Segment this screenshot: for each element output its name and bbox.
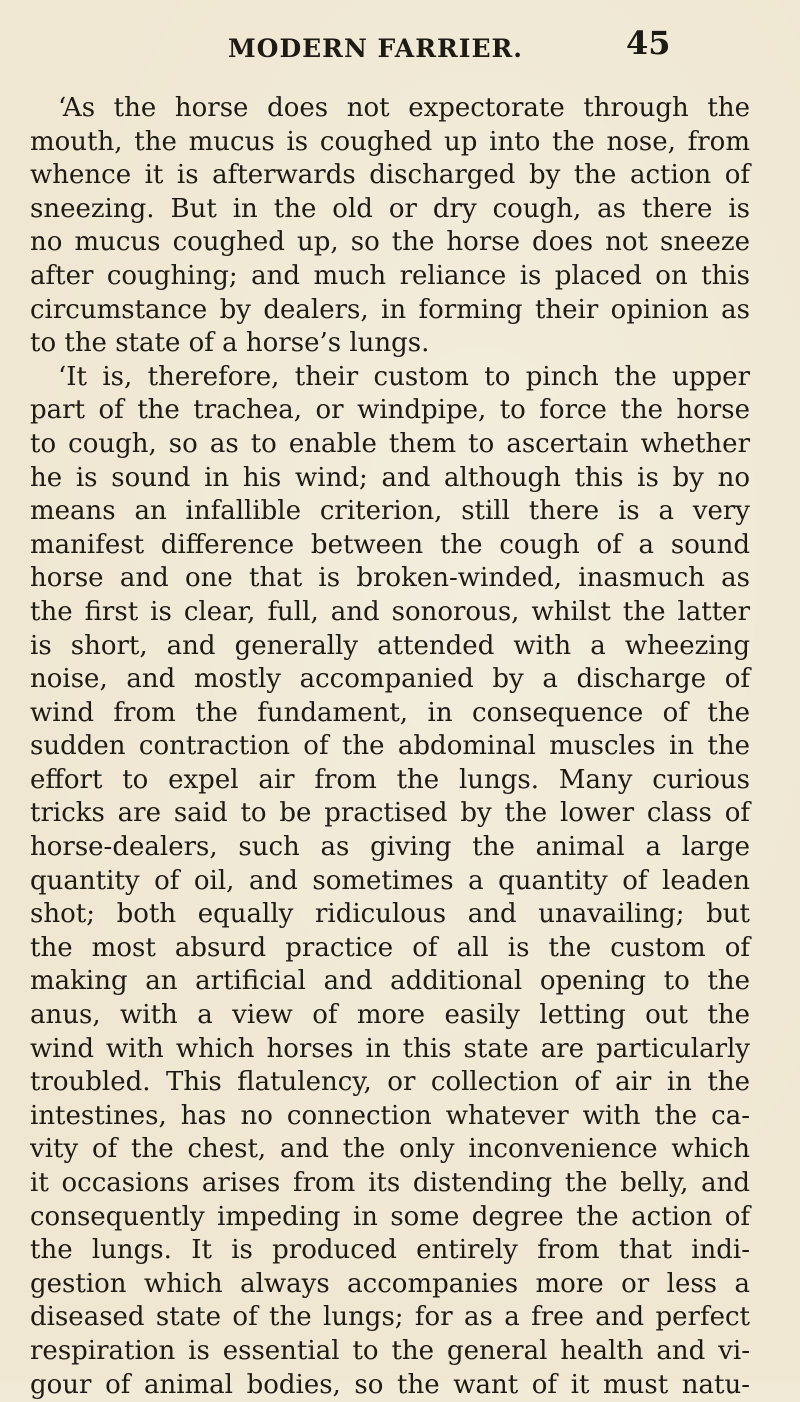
text-line: intestines, has no connection whatever with the ca- <box>30 1100 750 1131</box>
text-line: troubled. This flatulency, or collection of air in the <box>30 1067 750 1098</box>
text-line: to the state of a horse’s lungs. <box>30 328 430 359</box>
running-head: MODERN FARRIER. <box>228 34 523 63</box>
page-number: 45 <box>626 24 671 62</box>
text-line: horse-dealers, such as giving the animal a large <box>30 832 750 863</box>
text-line: ‘It is, therefore, their custom to pinch the upper <box>58 361 750 392</box>
text-line: the most absurd practice of all is the custom of <box>30 932 750 963</box>
text-line: he is sound in his wind; and although this is by no <box>30 462 750 493</box>
text-line: vity of the chest, and the only inconvenience which <box>30 1134 750 1165</box>
text-line: means an infallible criterion, still there is a very <box>30 496 750 527</box>
page-header <box>0 20 800 70</box>
text-line: the lungs. It is produced entirely from that indi- <box>30 1235 750 1266</box>
text-line: tricks are said to be practised by the lower class of <box>30 798 750 829</box>
text-line: effort to expel air from the lungs. Many curious <box>30 764 750 795</box>
text-line: sneezing. But in the old or dry cough, as there is <box>30 193 750 224</box>
text-line: manifest difference between the cough of a sound <box>30 529 750 560</box>
text-line: circumstance by dealers, in forming their opinion as <box>30 294 750 325</box>
text-line: quantity of oil, and sometimes a quantity of leaden <box>30 865 750 896</box>
text-line: gour of animal bodies, so the want of it must natu- <box>30 1369 750 1400</box>
text-line: after coughing; and much reliance is placed on this <box>30 260 750 291</box>
text-line: shot; both equally ridiculous and unavailing; but <box>30 899 750 930</box>
text-line: noise, and mostly accompanied by a discharge of <box>30 664 750 695</box>
text-line: mouth, the mucus is coughed up into the nose, from <box>30 126 750 157</box>
text-line: to cough, so as to enable them to ascertain whether <box>30 428 750 459</box>
text-line: the first is clear, full, and sonorous, whilst the latter <box>30 596 750 627</box>
text-line: anus, with a view of more easily letting out the <box>30 1000 750 1031</box>
text-line: ‘As the horse does not expectorate through the <box>58 93 750 123</box>
text-line: sudden contraction of the abdominal muscles in the <box>30 731 750 762</box>
text-line: wind from the fundament, in consequence of the <box>30 697 750 728</box>
text-line: wind with which horses in this state are particularly <box>30 1033 750 1064</box>
text-line: is short, and generally attended with a wheezing <box>30 630 750 661</box>
text-line: horse and one that is broken-winded, inasmuch as <box>30 563 750 594</box>
text-line: no mucus coughed up, so the horse does not sneeze <box>30 227 750 258</box>
text-line: gestion which always accompanies more or less a <box>30 1268 750 1299</box>
text-line: consequently impeding in some degree the action of <box>30 1201 750 1232</box>
body-text <box>30 92 750 1402</box>
text-line: making an artificial and additional opening to the <box>30 966 750 997</box>
text-line: it occasions arises from its distending the belly, and <box>30 1168 750 1198</box>
text-line: part of the trachea, or windpipe, to force the horse <box>30 395 750 426</box>
text-line: diseased state of the lungs; for as a free and perfect <box>30 1302 750 1333</box>
text-line: respiration is essential to the general health and vi- <box>30 1335 750 1366</box>
text-line: whence it is afterwards discharged by the action of <box>30 160 750 191</box>
